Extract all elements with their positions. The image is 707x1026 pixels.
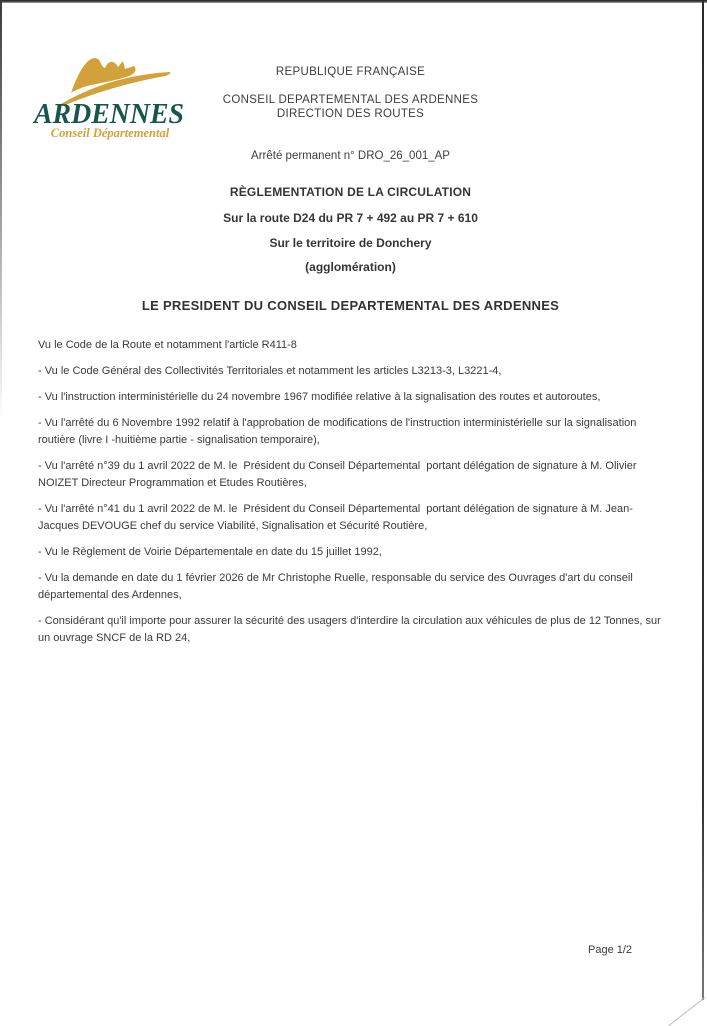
header-conseil: CONSEIL DEPARTEMENTAL DES ARDENNES — [222, 94, 479, 106]
paragraph-visa-demande: - Vu la demande en date du 1 février 2026 de Mr Christophe Ruelle, responsable du service des Ouvrages d'art du conseil départemental des Ardennes, — [38, 572, 636, 601]
subject-reglementation: RÈGLEMENTATION DE LA CIRCULATION — [229, 185, 472, 199]
scan-corner-mark — [668, 997, 705, 1026]
subject-territoire: Sur le territoire de Donchery — [269, 236, 432, 250]
logo-subtitle: Conseil Départemental — [50, 126, 170, 140]
paragraph-visa-instruction-1967: - Vu l'instruction interministérielle du 24 novembre 1967 modifiée relative à la signalisation des routes et autoroutes, — [38, 391, 601, 403]
scan-edge-right — [702, 0, 704, 1000]
paragraph-visa-code-route: Vu le Code de la Route et notamment l'article R411-8 — [38, 339, 297, 351]
arrete-reference: Arrêté permanent n° DRO_26_001_AP — [251, 150, 450, 162]
logo-title: ARDENNES — [33, 99, 184, 130]
paragraph-visa-arrete-1992: - Vu l'arrêté du 6 Novembre 1992 relatif à l'approbation de modifications de l'instruction interministérielle sur la signalisation routière (livre I -huitième partie - signalisation temporaire), — [38, 417, 640, 446]
subject-agglomeration: (agglomération) — [305, 260, 396, 274]
paragraph-visa-cgct: - Vu le Code Général des Collectivités Territoriales et notamment les articles L3213-3, L3221-4, — [38, 365, 502, 377]
subject-route: Sur la route D24 du PR 7 + 492 au PR 7 + 610 — [223, 211, 478, 225]
document-body — [38, 337, 672, 656]
paragraph-considerant: - Considérant qu'il importe pour assurer la sécurité des usagers d'interdire la circulation aux véhicules de plus de 12 Tonnes, sur un ouvrage SNCF de la RD 24, — [38, 615, 664, 644]
main-title: LE PRESIDENT DU CONSEIL DEPARTEMENTAL DES ARDENNES — [141, 298, 560, 313]
paragraph-visa-arrete-41: - Vu l'arrêté n°41 du 1 avril 2022 de M. le Président du Conseil Départemental portant délégation de signature à M. Jean-Jacques DEVOUGE chef du service Viabilité, Signalisation et Sécurité Routière, — [38, 503, 633, 532]
header-direction: DIRECTION DES ROUTES — [276, 108, 425, 120]
paragraph-visa-arrete-39: - Vu l'arrêté n°39 du 1 avril 2022 de M. le Président du Conseil Départemental portant délégation de signature à M. Olivier NOIZET Directeur Programmation et Etudes Routières, — [38, 460, 640, 489]
header-republique: REPUBLIQUE FRANÇAISE — [275, 66, 426, 78]
scan-edge-top — [0, 0, 707, 3]
scan-edge-left — [0, 0, 2, 420]
paragraph-visa-reglement-voirie: - Vu le Règlement de Voirie Départementale en date du 15 juillet 1992, — [38, 546, 382, 558]
page-number: Page 1/2 — [588, 944, 633, 956]
